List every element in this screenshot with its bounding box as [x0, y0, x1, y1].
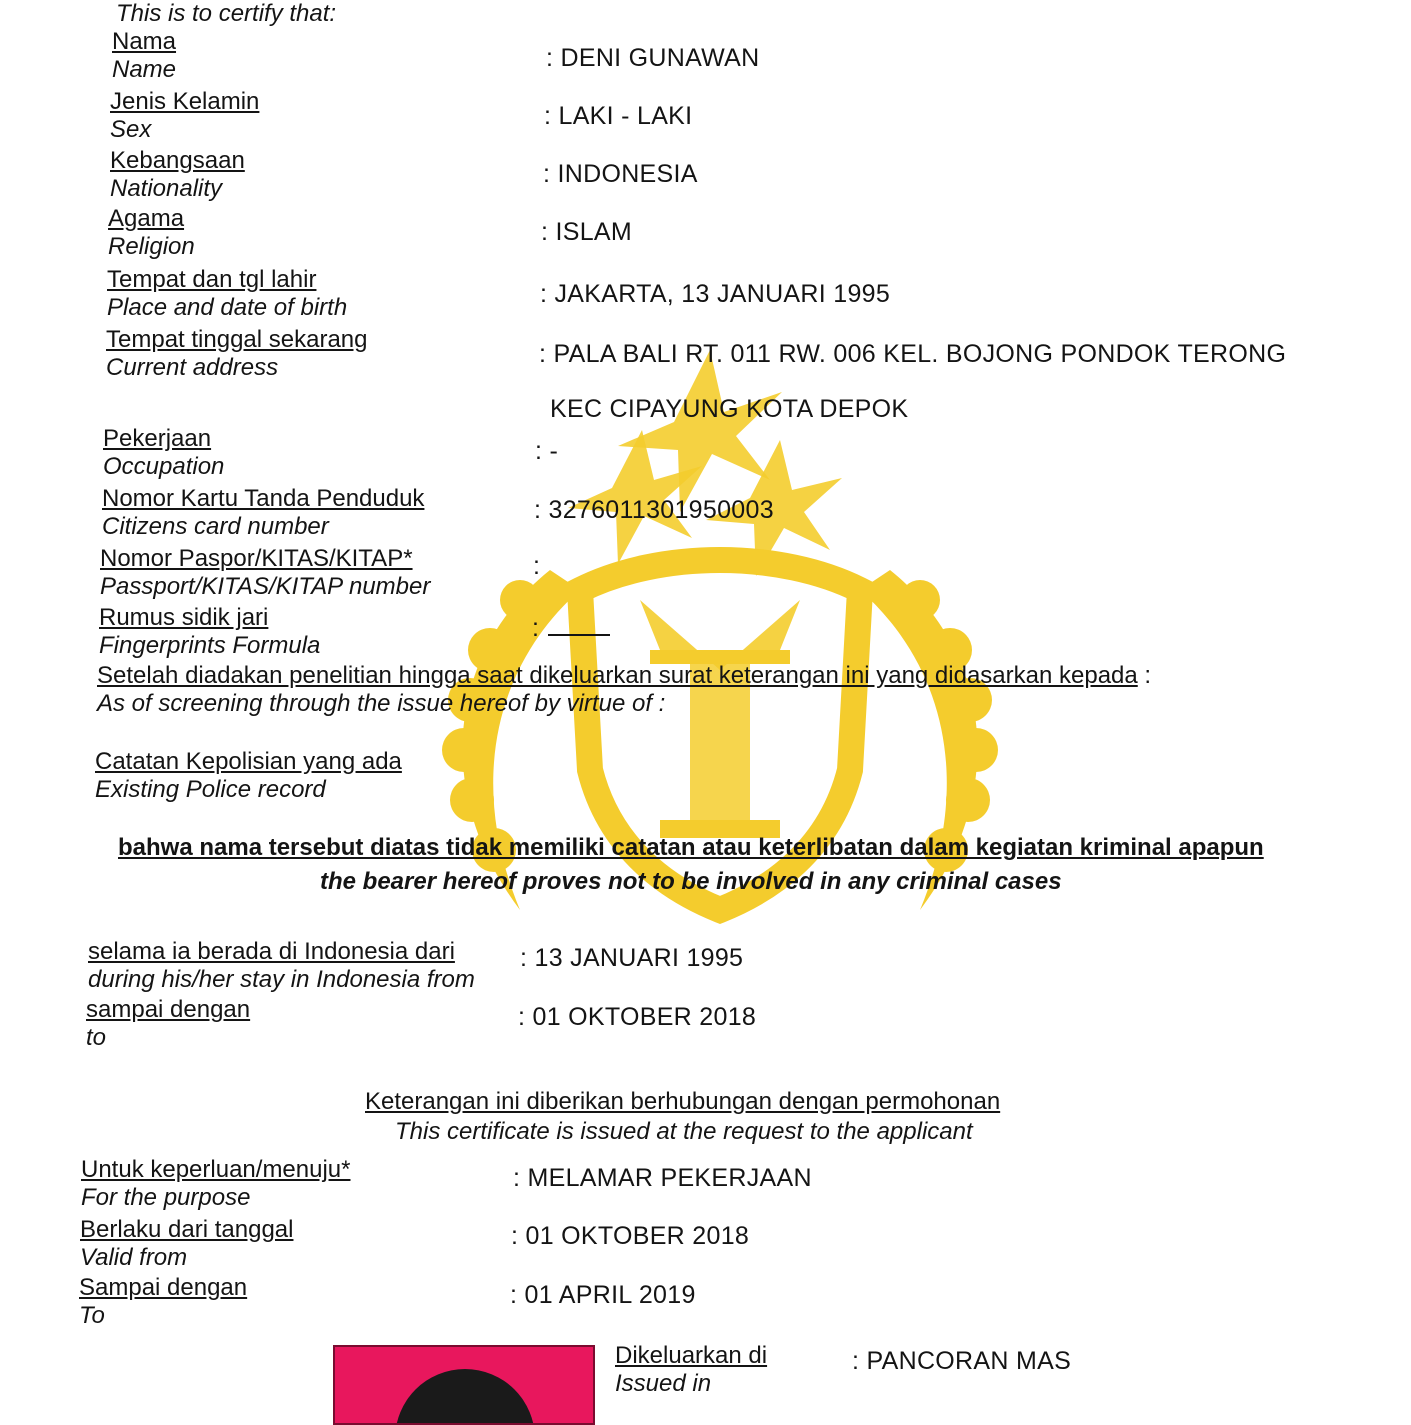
stay-to-value: : 01 OKTOBER 2018: [518, 1003, 757, 1031]
field-value-fingerprint: :: [532, 614, 540, 642]
stay-to-label: sampai dengan to: [86, 996, 251, 1051]
police-record-label: Catatan Kepolisian yang ada Existing Police record: [95, 748, 402, 803]
field-label-nationality: Kebangsaan Nationality: [110, 147, 245, 202]
field-label-id-card: Nomor Kartu Tanda Penduduk Citizens card number: [102, 485, 425, 540]
field-label-address: Tempat tinggal sekarang Current address: [106, 326, 368, 381]
intro-text: This is to certify that:: [116, 0, 337, 27]
request-id: Keterangan ini diberikan berhubungan dengan permohonan: [365, 1088, 1001, 1115]
purpose-label: Untuk keperluan/menuju* For the purpose: [81, 1156, 351, 1211]
field-value-religion: : ISLAM: [541, 218, 633, 246]
valid-from-value: : 01 OKTOBER 2018: [511, 1222, 750, 1250]
issued-in-label: Dikeluarkan di Issued in: [615, 1342, 768, 1397]
purpose-value: : MELAMAR PEKERJAAN: [513, 1164, 812, 1192]
photo-head-silhouette: [395, 1369, 535, 1425]
field-label-sex: Jenis Kelamin Sex: [110, 88, 260, 143]
field-label-occupation: Pekerjaan Occupation: [103, 425, 225, 480]
field-label-religion: Agama Religion: [108, 205, 195, 260]
field-value-nationality: : INDONESIA: [543, 160, 698, 188]
statement-en: the bearer hereof proves not to be involved in any criminal cases: [320, 868, 1062, 895]
fingerprint-blank-line: [548, 634, 610, 636]
issued-in-value: : PANCORAN MAS: [852, 1347, 1072, 1375]
applicant-photo: [333, 1345, 595, 1425]
valid-from-label: Berlaku dari tanggal Valid from: [80, 1216, 294, 1271]
screening-text: Setelah diadakan penelitian hingga saat dikeluarkan surat keterangan ini yang didasarkan kepada : As of screening through the issue hereof by virtue of :: [97, 662, 1152, 717]
field-label-name: Nama Name: [112, 28, 177, 83]
field-value-address-line2: KEC CIPAYUNG KOTA DEPOK: [550, 395, 909, 423]
request-en: This certificate is issued at the request to the applicant: [395, 1118, 973, 1145]
valid-to-label: Sampai dengan To: [79, 1274, 248, 1329]
field-label-birth: Tempat dan tgl lahir Place and date of birth: [107, 266, 348, 321]
field-value-birth: : JAKARTA, 13 JANUARI 1995: [540, 280, 891, 308]
field-value-occupation: : -: [535, 437, 559, 465]
stay-from-value: : 13 JANUARI 1995: [520, 944, 744, 972]
statement-id: bahwa nama tersebut diatas tidak memiliki catatan atau keterlibatan dalam kegiatan kriminal apapun: [118, 834, 1264, 861]
field-label-passport: Nomor Paspor/KITAS/KITAP* Passport/KITAS/KITAP number: [100, 545, 431, 600]
valid-to-value: : 01 APRIL 2019: [510, 1281, 696, 1309]
stay-from-label: selama ia berada di Indonesia dari during his/her stay in Indonesia from: [88, 938, 475, 993]
field-value-address: : PALA BALI RT. 011 RW. 006 KEL. BOJONG PONDOK TERONG: [539, 340, 1287, 368]
field-value-passport: :: [533, 552, 541, 580]
field-value-id-card: : 3276011301950003: [534, 496, 774, 524]
field-value-name: : DENI GUNAWAN: [546, 44, 760, 72]
field-label-fingerprint: Rumus sidik jari Fingerprints Formula: [99, 604, 321, 659]
field-value-sex: : LAKI - LAKI: [544, 102, 693, 130]
